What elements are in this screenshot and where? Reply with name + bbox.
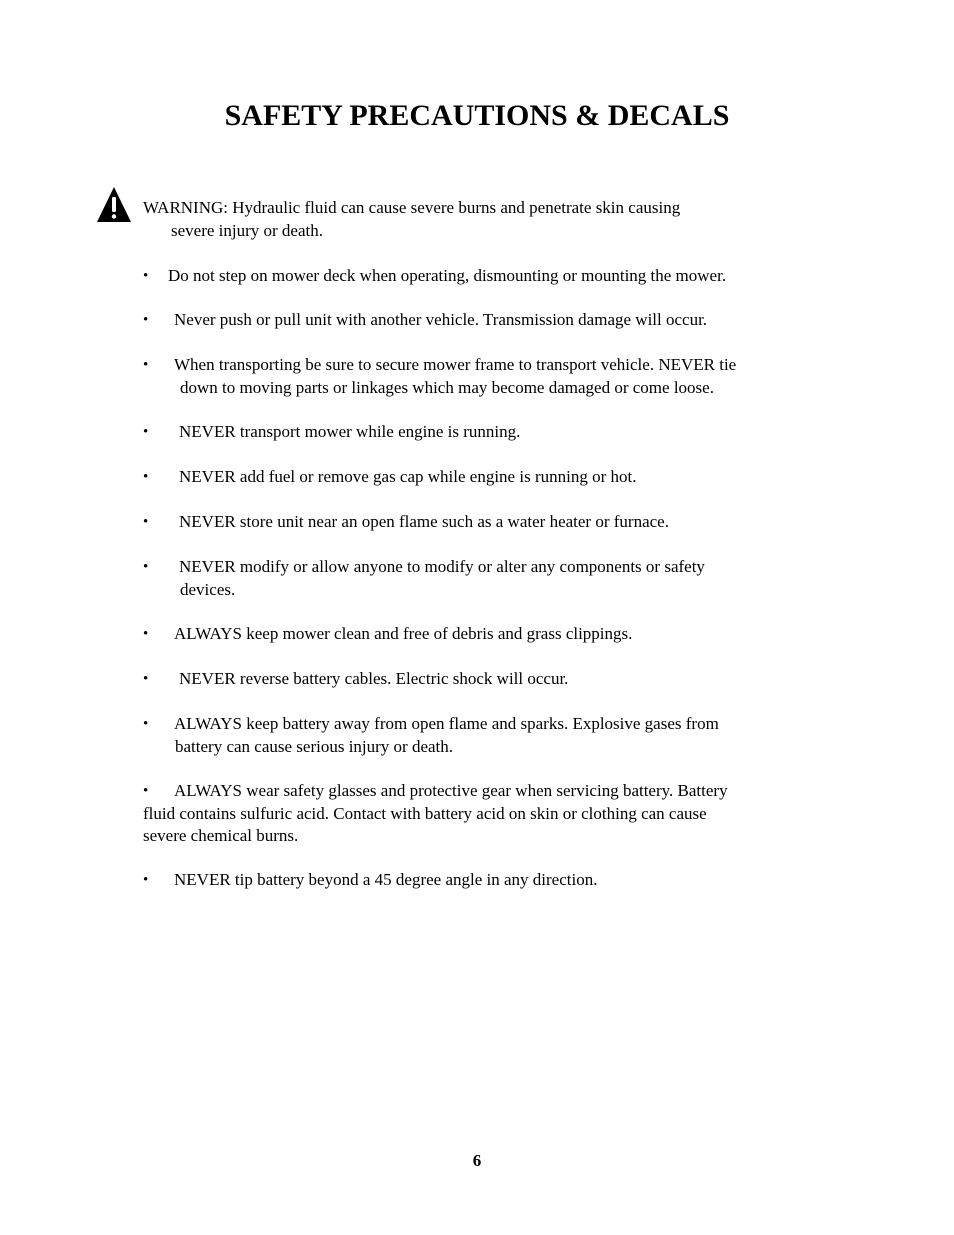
- list-item-text: fluid contains sulfuric acid. Contact with battery acid on skin or clothing can cause: [143, 803, 707, 823]
- list-item-text: ALWAYS keep mower clean and free of debris and grass clippings.: [174, 624, 633, 643]
- bullet-icon: •: [143, 268, 149, 284]
- bullet-icon: •: [143, 514, 149, 530]
- list-item-text: battery can cause serious injury or death.: [175, 736, 454, 756]
- bullet-icon: •: [143, 424, 149, 440]
- list-item-text: NEVER transport mower while engine is running.: [179, 422, 521, 441]
- bullet-icon: •: [143, 469, 149, 485]
- bullet-icon: •: [143, 671, 149, 687]
- bullet-icon: •: [143, 716, 149, 732]
- bullet-icon: •: [143, 783, 149, 799]
- bullet-icon: •: [143, 872, 149, 888]
- page-title: SAFETY PRECAUTIONS & DECALS: [224, 99, 730, 132]
- bullet-icon: •: [143, 559, 149, 575]
- list-item-text: When transporting be sure to secure mower frame to transport vehicle. NEVER tie: [174, 355, 737, 374]
- warning-text-line-2: severe injury or death.: [171, 221, 323, 240]
- list-item-text: down to moving parts or linkages which may become damaged or come loose.: [180, 377, 714, 397]
- list-item-text: NEVER add fuel or remove gas cap while engine is running or hot.: [179, 467, 637, 486]
- list-item-text: severe chemical burns.: [143, 826, 299, 845]
- list-item-text: ALWAYS keep battery away from open flame and sparks. Explosive gases from: [174, 714, 719, 733]
- list-item-text: NEVER tip battery beyond a 45 degree angle in any direction.: [174, 870, 598, 889]
- warning-text-line-1: WARNING: Hydraulic fluid can cause severe burns and penetrate skin causing: [143, 198, 681, 217]
- list-item-text: ALWAYS wear safety glasses and protective gear when servicing battery. Battery: [174, 781, 728, 800]
- bullet-icon: •: [143, 312, 149, 328]
- bullet-icon: •: [143, 357, 149, 373]
- list-item-text: NEVER store unit near an open flame such as a water heater or furnace.: [179, 512, 669, 531]
- list-item-text: Do not step on mower deck when operating, dismounting or mounting the mower.: [168, 266, 727, 285]
- list-item-text: Never push or pull unit with another vehicle. Transmission damage will occur.: [174, 310, 708, 329]
- page-number: 6: [472, 1151, 482, 1170]
- warning-triangle-icon: [96, 186, 132, 224]
- list-item-text: NEVER reverse battery cables. Electric shock will occur.: [179, 669, 569, 688]
- list-item-text: NEVER modify or allow anyone to modify or alter any components or safety: [179, 557, 705, 576]
- bullet-icon: •: [143, 626, 149, 642]
- list-item-text: devices.: [180, 579, 236, 599]
